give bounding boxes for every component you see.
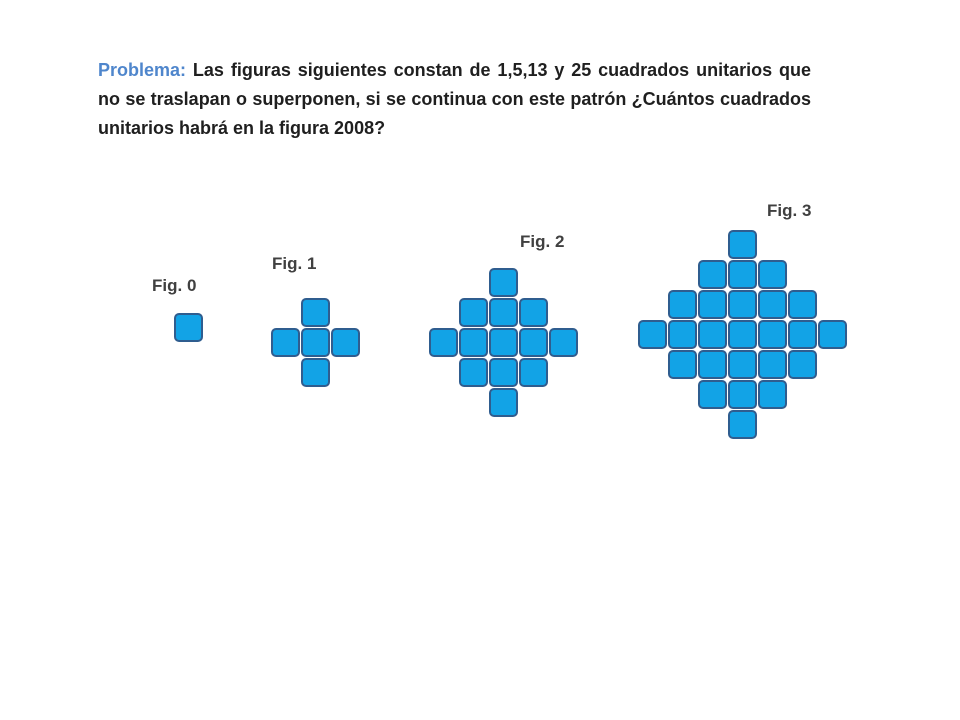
fig-3-unit-square [698, 290, 727, 319]
fig-1-unit-square [271, 328, 300, 357]
fig-1-unit-square [301, 328, 330, 357]
fig-1-unit-square [331, 328, 360, 357]
fig-0-label: Fig. 0 [152, 276, 197, 295]
fig-3-unit-square [668, 350, 697, 379]
fig-2-unit-square [459, 328, 488, 357]
fig-3-unit-square [758, 320, 787, 349]
fig-3-unit-square [668, 320, 697, 349]
fig-3-unit-square [728, 320, 757, 349]
fig-3-unit-square [758, 350, 787, 379]
fig-2-unit-square [489, 268, 518, 297]
fig-1-unit-square [301, 298, 330, 327]
fig-3-unit-square [698, 350, 727, 379]
fig-2-unit-square [459, 298, 488, 327]
fig-1-unit-square [301, 358, 330, 387]
fig-3-unit-square [728, 410, 757, 439]
fig-0-unit-square [174, 313, 203, 342]
fig-3-unit-square [668, 290, 697, 319]
fig-3-unit-square [728, 260, 757, 289]
fig-3-unit-square [758, 290, 787, 319]
problem-statement [98, 56, 811, 143]
fig-2-unit-square [519, 358, 548, 387]
fig-3-unit-square [728, 380, 757, 409]
fig-2-unit-square [489, 358, 518, 387]
fig-2-unit-square [549, 328, 578, 357]
fig-3-unit-square [788, 290, 817, 319]
fig-3-unit-square [788, 350, 817, 379]
fig-2-unit-square [429, 328, 458, 357]
fig-2-label: Fig. 2 [520, 232, 565, 251]
fig-1-label: Fig. 1 [272, 254, 317, 273]
fig-2-unit-square [519, 298, 548, 327]
fig-2-unit-square [489, 388, 518, 417]
fig-3-unit-square [758, 260, 787, 289]
fig-2-unit-square [519, 328, 548, 357]
problem-body: Las figuras siguientes constan de 1,5,13 y 25 cuadrados unitarios que no se traslapan o superponen, si se continua con este patrón ¿Cuántos cuadrados unitarios habrá en la figura 2008? [98, 60, 811, 138]
fig-3-unit-square [728, 350, 757, 379]
fig-3-unit-square [638, 320, 667, 349]
fig-3-unit-square [698, 380, 727, 409]
fig-2-unit-square [489, 298, 518, 327]
fig-3-unit-square [788, 320, 817, 349]
fig-3-unit-square [758, 380, 787, 409]
fig-3-unit-square [728, 230, 757, 259]
fig-3-unit-square [698, 320, 727, 349]
fig-2-unit-square [489, 328, 518, 357]
fig-2-unit-square [459, 358, 488, 387]
fig-3-unit-square [728, 290, 757, 319]
fig-3-unit-square [818, 320, 847, 349]
problem-label: Problema: [98, 60, 187, 80]
fig-3-label: Fig. 3 [767, 201, 812, 220]
fig-3-unit-square [698, 260, 727, 289]
